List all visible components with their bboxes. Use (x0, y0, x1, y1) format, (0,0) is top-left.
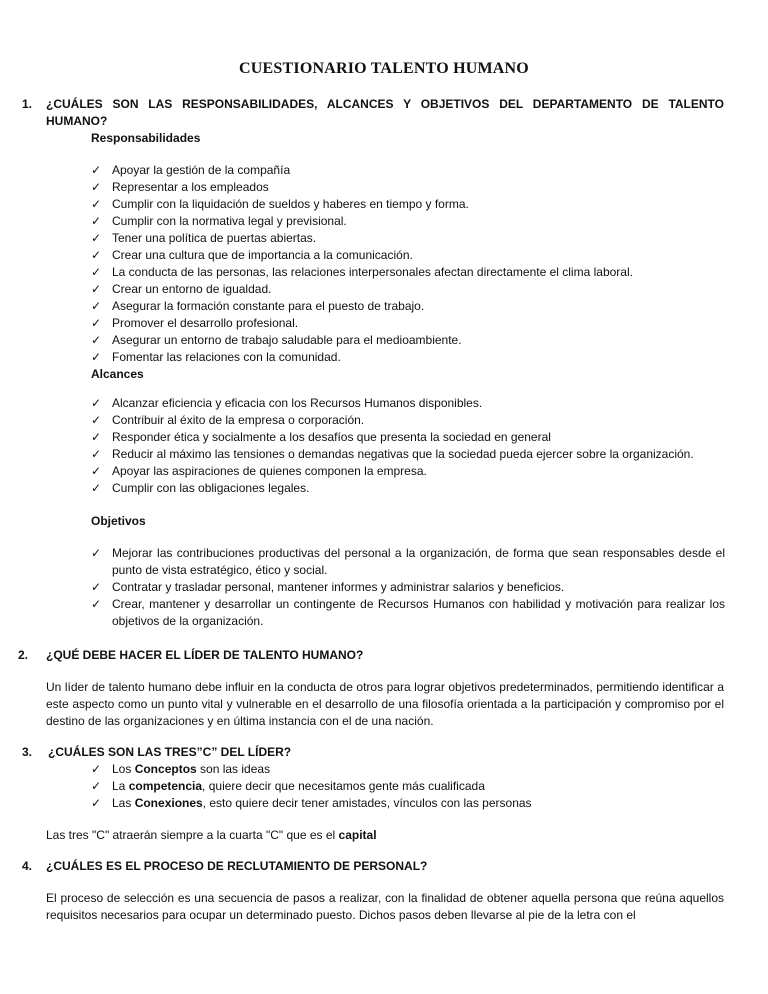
item-text: Contribuir al éxito de la empresa o corporación. (112, 413, 365, 427)
question-4-number: 4. (22, 859, 33, 873)
item-text: Asegurar la formación constante para el puesto de trabajo. (112, 299, 425, 313)
question-3-closing (46, 827, 724, 844)
item-text: Cumplir con las obligaciones legales. (112, 481, 310, 495)
check-mark-icon: ✓ (91, 580, 102, 594)
item-text: son las ideas (196, 762, 271, 776)
check-mark-icon: ✓ (91, 231, 102, 245)
check-mark-icon: ✓ (91, 447, 102, 461)
list-item (91, 349, 633, 366)
question-3-number: 3. (22, 745, 33, 759)
item-text: Crear una cultura que de importancia a la comunicación. (112, 248, 413, 262)
check-mark-icon: ✓ (91, 316, 102, 330)
item-text: Los (112, 762, 135, 776)
check-mark-icon: ✓ (91, 779, 102, 793)
item-text: La (112, 779, 129, 793)
item-text: Contratar y trasladar personal, mantener informes y administrar salarios y beneficios. (112, 580, 565, 594)
list-item (91, 264, 633, 281)
check-mark-icon: ✓ (91, 299, 102, 313)
list-item (91, 196, 633, 213)
item-bold: Conceptos (134, 762, 197, 776)
question-3-text: ¿CUÁLES SON LAS TRES”C” DEL LÍDER? (48, 745, 292, 759)
question-4-answer: El proceso de selección es una secuencia de pasos a realizar, con la finalidad de obtener aquella persona que reúna aquellos requisitos necesarios para ocupar un determinado puesto. Dichos pasos deben llevarse al pie de la letra con el (46, 891, 724, 922)
check-mark-icon: ✓ (91, 546, 102, 560)
question-4-text: ¿CUÁLES ES EL PROCESO DE RECLUTAMIENTO DE PERSONAL? (46, 859, 428, 873)
list-item (91, 795, 532, 812)
check-mark-icon: ✓ (91, 464, 102, 478)
list-item (91, 162, 633, 179)
check-mark-icon: ✓ (91, 796, 102, 810)
check-mark-icon: ✓ (91, 413, 102, 427)
check-mark-icon: ✓ (91, 265, 102, 279)
closing-text: Las tres "C" atraerán siempre a la cuarta "C" que es el (46, 828, 339, 842)
alcances-heading: Alcances (91, 367, 144, 381)
responsabilidades-heading: Responsabilidades (91, 131, 201, 145)
item-text: Las (112, 796, 135, 810)
item-text: Alcanzar eficiencia y eficacia con los Recursos Humanos disponibles. (112, 396, 483, 410)
responsabilidades-list (91, 162, 633, 366)
list-item (91, 298, 633, 315)
objetivos-list (91, 545, 725, 630)
question-2-number: 2. (18, 648, 29, 662)
list-item (91, 230, 633, 247)
check-mark-icon: ✓ (91, 481, 102, 495)
item-text: Cumplir con la normativa legal y previsional. (112, 214, 347, 228)
item-text: Mejorar las contribuciones productivas del personal a la organización, de forma que sean responsables desde el punto de vista estratégico, ético y social. (112, 546, 725, 577)
list-item (91, 332, 633, 349)
item-text: Asegurar un entorno de trabajo saludable para el medioambiente. (112, 333, 462, 347)
check-mark-icon: ✓ (91, 396, 102, 410)
list-item (91, 179, 633, 196)
item-text: Cumplir con la liquidación de sueldos y haberes en tiempo y forma. (112, 197, 469, 211)
check-mark-icon: ✓ (91, 248, 102, 262)
alcances-list (91, 395, 694, 497)
check-mark-icon: ✓ (91, 762, 102, 776)
check-mark-icon: ✓ (91, 163, 102, 177)
check-mark-icon: ✓ (91, 180, 102, 194)
item-bold: Conexiones (134, 796, 203, 810)
item-text: Reducir al máximo las tensiones o demandas negativas que la sociedad pueda ejercer sobre la organización. (112, 447, 694, 461)
closing-bold: capital (338, 828, 377, 842)
list-item (91, 480, 694, 497)
item-text: Crear, mantener y desarrollar un contingente de Recursos Humanos con habilidad y motivación para realizar los objetivos de la organización. (112, 597, 725, 628)
list-item (91, 463, 694, 480)
list-item (91, 778, 532, 795)
list-item (91, 446, 694, 463)
item-text: La conducta de las personas, las relaciones interpersonales afectan directamente el clima laboral. (112, 265, 633, 279)
check-mark-icon: ✓ (91, 214, 102, 228)
item-text: Apoyar las aspiraciones de quienes componen la empresa. (112, 464, 427, 478)
item-text: , quiere decir que necesitamos gente más cualificada (202, 779, 485, 793)
question-2-answer: Un líder de talento humano debe influir en la conducta de otros para lograr objetivos predeterminados, permitiendo identificar a este aspecto como un punto vital y vulnerable en el desarrollo de una filosofía orientada a la participación y compromiso por el destino de las organizaciones y en última instancia con el de una nación. (46, 680, 724, 728)
item-text: Tener una política de puertas abiertas. (112, 231, 317, 245)
list-item (91, 545, 725, 579)
list-item (91, 412, 694, 429)
item-text: Responder ética y socialmente a los desafíos que presenta la sociedad en general (112, 430, 551, 444)
list-item (91, 247, 633, 264)
item-text: Promover el desarrollo profesional. (112, 316, 299, 330)
document-title: CUESTIONARIO TALENTO HUMANO (239, 60, 529, 77)
check-mark-icon: ✓ (91, 430, 102, 444)
item-text: , esto quiere decir tener amistades, vínculos con las personas (202, 796, 532, 810)
list-item (91, 281, 633, 298)
item-text: Representar a los empleados (112, 180, 269, 194)
check-mark-icon: ✓ (91, 197, 102, 211)
list-item (91, 213, 633, 230)
check-mark-icon: ✓ (91, 597, 102, 611)
objetivos-heading: Objetivos (91, 514, 146, 528)
check-mark-icon: ✓ (91, 350, 102, 364)
item-text: Crear un entorno de igualdad. (112, 282, 272, 296)
list-item (91, 579, 725, 596)
list-item (91, 761, 532, 778)
item-bold: competencia (128, 779, 203, 793)
list-item (91, 315, 633, 332)
check-mark-icon: ✓ (91, 333, 102, 347)
question-2-text: ¿QUÉ DEBE HACER EL LÍDER DE TALENTO HUMANO? (46, 648, 364, 662)
item-text: Apoyar la gestión de la compañía (112, 163, 291, 177)
list-item (91, 429, 694, 446)
list-item (91, 596, 725, 630)
check-mark-icon: ✓ (91, 282, 102, 296)
list-item (91, 395, 694, 412)
item-text: Fomentar las relaciones con la comunidad. (112, 350, 341, 364)
question-1-number: 1. (22, 97, 33, 111)
tres-c-list (91, 761, 532, 812)
question-1-text-line2: HUMANO? (46, 114, 108, 128)
question-1-text-line1: ¿CUÁLES SON LAS RESPONSABILIDADES, ALCANCES Y OBJETIVOS DEL DEPARTAMENTO DE TALENTO (46, 97, 724, 111)
